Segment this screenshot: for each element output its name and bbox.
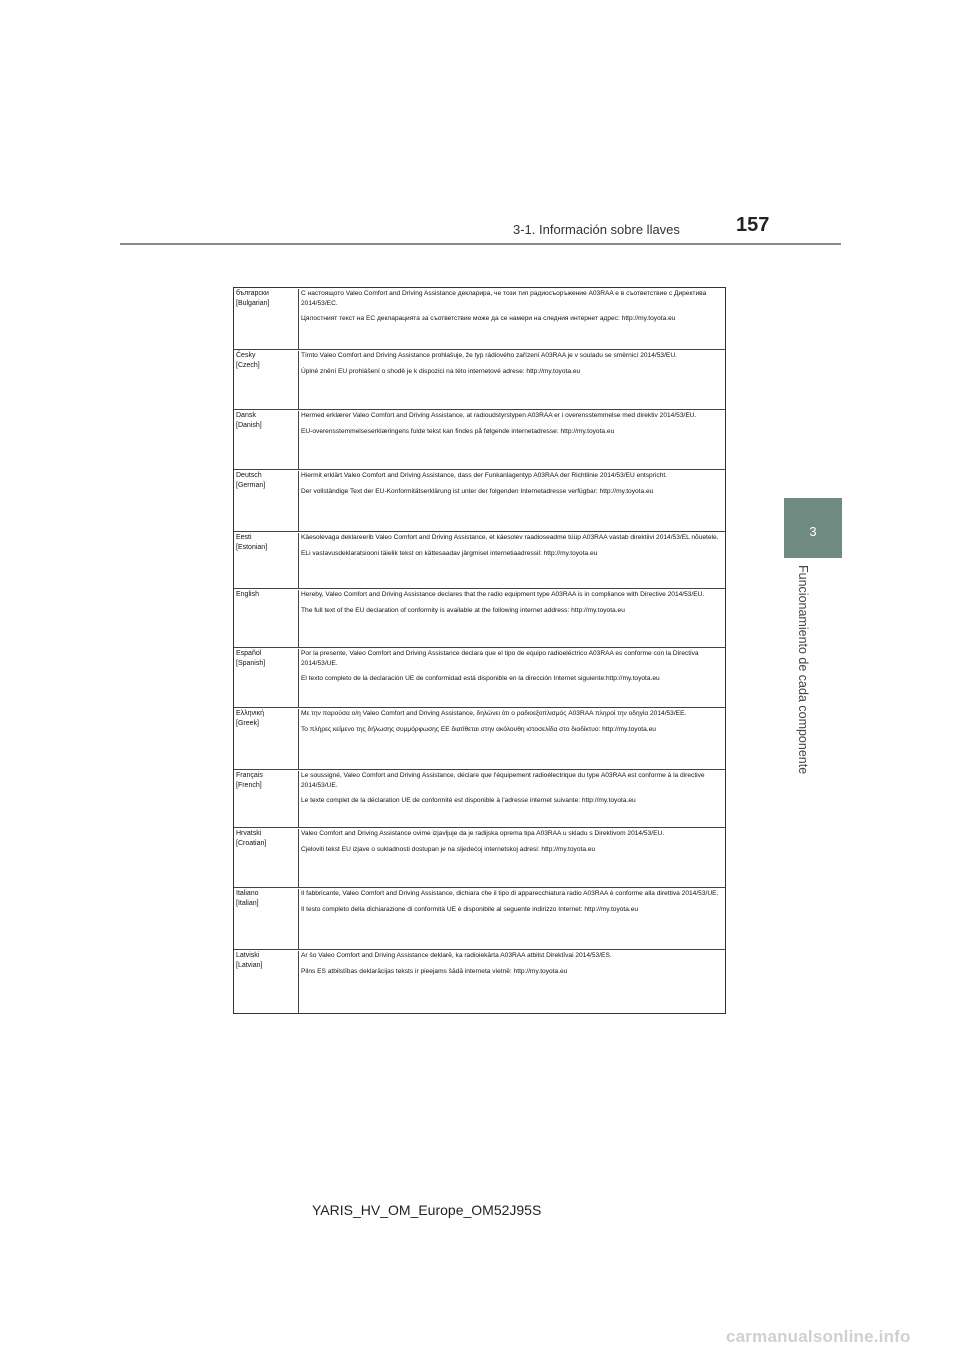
declaration-text (298, 533, 724, 589)
declaration-link-text: ELi vastavusdeklaratsiooni täielik tekst on kättesaadav järgmisel internetiaadressil: http://my.toyota.eu (301, 549, 598, 557)
declaration-row (234, 349, 725, 409)
chapter-number: 3 (809, 524, 817, 539)
chapter-title: Funcionamiento de cada componente (796, 565, 810, 775)
declaration-row (234, 469, 725, 531)
declaration-statement: Le soussigné, Valeo Comfort and Driving Assistance, déclare que l'équipement radioélectrique du type A03RAA est conforme à la directive 2014/53/UE. (301, 772, 705, 789)
declaration-row (234, 288, 725, 349)
declaration-statement: Με την παρούσα ο/η Valeo Comfort and Driving Assistance, δηλώνει ότι ο ραδιοεξοπλισμός A03RAA πληροί την οδηγία 2014/53/ΕΕ. (301, 710, 687, 717)
declaration-text (298, 590, 724, 648)
declaration-text (298, 951, 724, 1014)
language-label: Eesti [Estonian] (236, 534, 268, 551)
declaration-row (234, 588, 725, 647)
language-label: Česky [Czech] (236, 352, 260, 369)
language-label: Latviski [Latvian] (236, 952, 263, 969)
declaration-text (298, 471, 724, 532)
declaration-row (234, 707, 725, 769)
language-label: English (236, 591, 259, 598)
declaration-statement: Por la presente, Valeo Comfort and Driving Assistance declara que el tipo de equipo radioeléctrico A03RAA es conforme con la Directiva 2014/53/UE. (301, 650, 699, 667)
declaration-link-text: Il testo completo della dichiarazione di conformità UE è disponibile al seguente indirizzo Internet: http://my.toyota.eu (301, 905, 639, 913)
declaration-statement: Il fabbricante, Valeo Comfort and Driving Assistance, dichiara che il tipo di apparecchiatura radio A03RAA è conforme alla direttiva 2014/53/UE. (301, 890, 719, 897)
declaration-text (298, 411, 724, 470)
declaration-row (234, 949, 725, 1013)
header-rule (120, 243, 841, 245)
document-code: YARIS_HV_OM_Europe_OM52J95S (312, 1202, 542, 1218)
declaration-link-text: Pilns ES atbilstības deklarācijas teksts ir pieejams šādā interneta vietnē: http://my.toyota.eu (301, 967, 568, 975)
site-watermark: carmanualsonline.info (726, 1327, 911, 1346)
declaration-statement: Hereby, Valeo Comfort and Driving Assistance declares that the radio equipment type A03RAA is in compliance with Directive 2014/53/EU. (301, 591, 705, 598)
declaration-text (298, 709, 724, 770)
declaration-row (234, 409, 725, 469)
declaration-link-text: Der vollständige Text der EU-Konformitätserklärung ist unter der folgenden Internetadresse verfügbar: http://my.toyota.eu (301, 487, 654, 495)
language-label: Dansk [Danish] (236, 412, 262, 429)
page-number: 157 (736, 214, 770, 236)
declaration-statement: Valeo Comfort and Driving Assistance ovime izjavljuje da je radijska oprema tipa A03RAA u skladu s Direktivom 2014/53/EU. (301, 830, 665, 837)
declaration-statement: Tímto Valeo Comfort and Driving Assistance prohlašuje, že typ rádiového zařízení A03RAA je v souladu se směrnicí 2014/53/EU. (301, 352, 677, 359)
declaration-statement: Ar šo Valeo Comfort and Driving Assistance deklarē, ka radioiekārta A03RAA atbilst Direktīvai 2014/53/ES. (301, 952, 612, 959)
declaration-text (298, 649, 724, 708)
language-label: Français [French] (236, 772, 263, 789)
declaration-link-text: Le texte complet de la déclaration UE de conformité est disponible à l'adresse internet suivante: http://my.toyota.eu (301, 797, 636, 804)
declaration-text (298, 829, 724, 888)
declaration-row (234, 827, 725, 887)
declaration-statement: Hermed erklærer Valeo Comfort and Driving Assistance, at radioudstyrstypen A03RAA er i overensstemmelse med direktiv 2014/53/EU. (301, 412, 697, 419)
declaration-row (234, 769, 725, 827)
language-label: Italiano [Italian] (236, 890, 259, 907)
declaration-text (298, 351, 724, 410)
declaration-row (234, 887, 725, 949)
declaration-statement: С настоящото Valeo Comfort and Driving Assistance декларира, че този тип радиосъоръжение A03RAA е в съответствие с Директива 2014/53/ЕС. (301, 290, 707, 307)
language-label: Ελληνική [Greek] (236, 710, 265, 727)
declaration-statement: Hiermit erklärt Valeo Comfort and Driving Assistance, dass der Funkanlagentyp A03RAA der Richtlinie 2014/53/EU entspricht. (301, 472, 668, 479)
declaration-statement: Käesolevaga deklareerib Valeo Comfort and Driving Assistance, et käesolev raadioseadme tüüp A03RAA vastab direktiivi 2014/53/EL nõuetele. (301, 534, 719, 541)
language-label: Español [Spanish] (236, 650, 266, 667)
declaration-link-text: Úplné znění EU prohlášení o shodě je k dispozici na této internetové adrese: http://my.toyota.eu (301, 367, 581, 375)
declaration-link-text: Цялостният текст на ЕС декларацията за съответствие може да се намери на следния интернет адрес: http://my.toyota.eu (301, 315, 676, 322)
declaration-text (298, 889, 724, 950)
declaration-row (234, 647, 725, 707)
declaration-link-text: The full text of the EU declaration of conformity is available at the following internet address: http://my.toyota.eu (301, 606, 625, 614)
chapter-tab (784, 498, 842, 558)
declaration-table (233, 287, 726, 1014)
declaration-link-text: El texto completo de la declaración UE de conformidad está disponible en la dirección Internet siguiente:http://my.toyota.eu (301, 675, 660, 682)
declaration-text (298, 771, 724, 828)
language-label: български [Bulgarian] (236, 290, 270, 307)
declaration-link-text: Cjeloviti tekst EU izjave o sukladnosti dostupan je na sljedećoj internetskoj adresi: http://my.toyota.eu (301, 845, 596, 853)
declaration-text (298, 289, 724, 350)
declaration-row (234, 531, 725, 588)
section-title: 3-1. Información sobre llaves (513, 222, 680, 237)
language-label: Hrvatski [Croatian] (236, 830, 267, 847)
declaration-link-text: EU-overensstemmelseserklæringens fulde tekst kan findes på følgende internetadresse: http://my.toyota.eu (301, 427, 615, 435)
declaration-link-text: Το πλήρες κείμενο της δήλωσης συμμόρφωσης ΕΕ διατίθεται στην ακόλουθη ιστοσελίδα στο διαδίκτυο: http://my.toyota.eu (301, 725, 656, 733)
language-label: Deutsch [German] (236, 472, 266, 489)
